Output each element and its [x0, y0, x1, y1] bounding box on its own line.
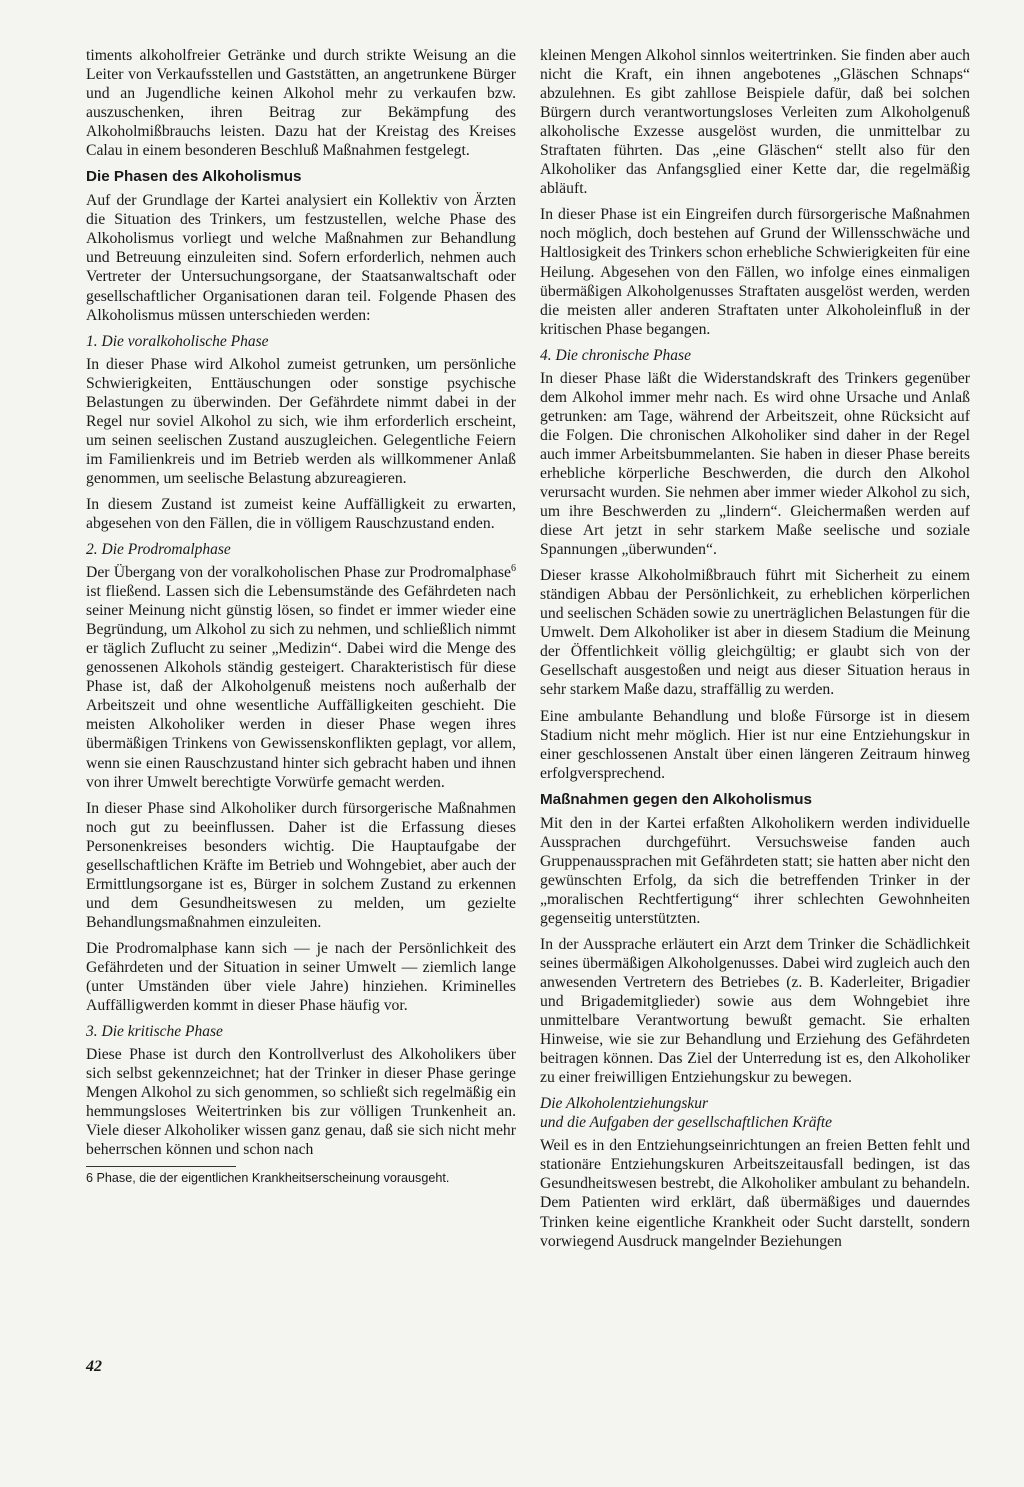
paragraph-phase-3: Diese Phase ist durch den Kontrollverlust des Alkoholikers über sich selbst gekennzeichnet; hat der Trinker in dieser Phase geringe Mengen Alkohol zu sich genommen, so schließt sich regelmäßig ein hemmungsloses Weitertrinken bis zur völligen Trunkenheit an. Viele dieser Alkoholiker wissen ganz genau, daß sie sich nicht mehr beherrschen können und schon nach: [86, 1046, 516, 1159]
heading-massnahmen: Maßnahmen gegen den Alkoholismus: [540, 790, 813, 808]
footnote-ref-6[interactable]: 6: [511, 562, 516, 574]
paragraph-massnahmen-b: In der Aussprache erläutert ein Arzt dem Trinker die Schädlichkeit seines übermäßigen Alkoholgenusses. Dabei wird zugleich auch den anwesenden Vertretern des Betriebes (z. B. Kaderleiter, Brigadier und Brigademitglieder) sowie aus dem Wohngebiet ihre unmittelbare Verantwortung bewußt gemacht. Sie erhalten Hinweise, wie sie zur Behandlung und Erziehung des Gefährdeten beitragen können. Das Ziel der Unterredung ist es, den Alkoholiker zu einer freiwilligen Entziehungskur zu bewegen.: [540, 935, 970, 1087]
heading-entziehungskur-line-1: Die Alkoholentziehungskur: [540, 1095, 709, 1113]
page-number: 42: [86, 1358, 102, 1375]
heading-entziehungskur: [540, 1094, 970, 1132]
left-column: [86, 46, 516, 1186]
paragraph-phase-2b: In dieser Phase sind Alkoholiker durch fürsorgerische Maßnahmen noch gut zu beeinflussen. Daher ist die Erfassung dieses Personenkreises besonders wichtig. Die Hauptaufgabe der gesellschaftlichen Kräfte im Betrieb und Wohngebiet, aber auch der Ermittlungsorgane ist es, Bürger in solchem Zustand zu erkennen und dem Gesundheitswesen zu melden, um gezielte Behandlungsmaßnahmen einzuleiten.: [86, 799, 516, 931]
paragraph-phase-2a-rest: ist fließend. Lassen sich die Lebensumstände des Gefährdeten nach seiner Meinung nicht günstig lösen, so findet er immer wieder eine Begründung, um Alkohol zu sich zu nehmen, und schließlich nimmt er täglich Zuflucht zu seiner „Medizin“. Dabei wird die Menge des genossenen Alkohols ständig gesteigert. Charakteristisch für diese Phase ist, daß der Alkoholgenuß meistens noch außerhalb der Arbeitszeit und ohne wesentliche Auffälligkeiten geschieht. Die meisten Alkoholiker werden in dieser Phase wegen ihres übermäßigen Trinkens von Gewissenskonflikten geplagt, vor allem, wenn sie einen Rauschzustand hinter sich gebracht haben und ihnen von ihrer Umwelt berechtigte Vorwürfe gemacht werden.: [86, 583, 516, 791]
paragraph-eingreifen: In dieser Phase ist ein Eingreifen durch fürsorgerische Maßnahmen noch möglich, doch bestehen auf Grund der Willensschwäche und Haltlosigkeit des Trinkers schon erhebliche Schwierigkeiten für eine Heilung. Abgesehen von den Fällen, wo infolge eines einmaligen übermäßigen Alkoholgenusses Straftaten ausgelöst werden, werden die meisten aller anderen Straftaten unter Alkoholeinfluß in der kritischen Phase begangen.: [540, 206, 970, 338]
paragraph-massnahmen-a: Mit den in der Kartei erfaßten Alkoholikern werden individuelle Aussprachen durchgeführt. Versuchsweise fanden auch Gruppenaussprachen mit Gefährdeten statt; sie hatten aber nicht den gewünschten Erfolg, da sich die betreffenden Trinker in der „moralischen Rechtfertigung“ ihrer schlechten Gewohnheiten gegenseitig unterstützten.: [540, 814, 970, 927]
heading-phase-1: 1. Die voralkoholische Phase: [86, 332, 269, 350]
heading-phase-3: 3. Die kritische Phase: [86, 1023, 223, 1041]
right-column: [540, 46, 970, 1258]
heading-phase-4: 4. Die chronische Phase: [540, 346, 691, 364]
paragraph-phase-2a-start: Der Übergang von der voralkoholischen Phase zur Prodromalphase: [86, 564, 511, 582]
footnote-6: 6 Phase, die der eigentlichen Krankheitserscheinung vorausgeht.: [86, 1171, 450, 1186]
paragraph-intro: timents alkoholfreier Getränke und durch strikte Weisung an die Leiter von Verkaufsstellen und Gaststätten, an angetrunkene Bürger und an Jugendliche keinen Alkohol mehr zu verkaufen bzw. auszuschenken, ihren Beitrag zur Bekämpfung des Alkoholmißbrauchs leisten. Dazu hat der Kreistag des Kreises Calau in einem besonderen Beschluß Maßnahmen festgelegt.: [86, 47, 516, 160]
heading-phasen: Die Phasen des Alkoholismus: [86, 168, 302, 186]
paragraph-phase-4b: Dieser krasse Alkoholmißbrauch führt mit Sicherheit zu einem ständigen Abbau der Persönlichkeit, zu erheblichen körperlichen und seelischen Schäden sowie zu unerträglichen Belastungen für die Umwelt. Dem Alkoholiker ist aber in diesem Stadium die Meinung der Öffentlichkeit völlig gleichgültig; er glaubt sich von der Gesellschaft ausgestoßen und neigt aus dieser Situation heraus in sehr starkem Maße dazu, straffällig zu werden.: [540, 567, 970, 699]
paragraph-phase-4a: In dieser Phase läßt die Widerstandskraft des Trinkers gegenüber dem Alkohol immer mehr nach. Es wird ohne Ursache und Anlaß getrunken: am Tage, während der Arbeitszeit, ohne Rücksicht auf die Folgen. Die chronischen Alkoholiker sind daher in der Regel auch immer Arbeitsbummelanten. Sie haben in dieser Phase bereits erhebliche körperliche Beschwerden, die durch den Alkohol verursacht wurden. Sie nehmen aber immer wieder Alkohol zu sich, um ihre Beschwerden zu „lindern“. Gleichermaßen werden auf diese Art jetzt in sehr starkem Maße seelische und soziale Spannungen „überwunden“.: [540, 369, 970, 559]
paragraph-entziehungskur: Weil es in den Entziehungseinrichtungen an freien Betten fehlt und stationäre Entziehungskuren Arbeitszeitausfall bedingen, ist das Gesundheitswesen bestrebt, die Alkoholiker ambulant zu behandeln. Dem Patienten wird erklärt, daß übermäßiges und dauerndes Trinken keine eigentliche Krankheit oder Sucht darstellt, sondern vorwiegend Ausdruck mangelnder Beziehungen: [540, 1137, 970, 1250]
footnote-divider: [86, 1166, 236, 1167]
paragraph-phase-1b: In diesem Zustand ist zumeist keine Auffälligkeit zu erwarten, abgesehen von den Fällen, die in völligem Rauschzustand enden.: [86, 495, 516, 532]
paragraph-phase-1a: In dieser Phase wird Alkohol zumeist getrunken, um persönliche Schwierigkeiten, Enttäuschungen oder sonstige psychische Belastungen zu überwinden. Der Gefährdete nimmt dabei in der Regel nur soviel Alkohol zu sich, wie ihm erforderlich erscheint, um seinen seelischen Zustand auszugleichen. Gelegentliche Feiern im Familienkreis und im Betrieb werden als willkommener Anlaß genommen, um seelische Belastung abzureagieren.: [86, 355, 516, 487]
paragraph-phase-4c: Eine ambulante Behandlung und bloße Fürsorge ist in diesem Stadium nicht mehr möglich. Hier ist nur eine Entziehungskur in einer geschlossenen Anstalt über einen längeren Zeitraum hinweg erfolgversprechend.: [540, 707, 970, 782]
paragraph-phase-2c: Die Prodromalphase kann sich — je nach der Persönlichkeit des Gefährdeten und der Situation in seiner Umwelt — ziemlich lange (unter Umständen über viele Jahre) hinziehen. Kriminelles Auffälligwerden kommt in dieser Phase häufig vor.: [86, 939, 516, 1015]
heading-entziehungskur-line-2: und die Aufgaben der gesellschaftlichen Kräfte: [540, 1114, 833, 1132]
paragraph-phasen: Auf der Grundlage der Kartei analysiert ein Kollektiv von Ärzten die Situation des Trinkers, um festzustellen, welche Phase des Alkoholismus vorliegt und welche Maßnahmen zur Behandlung und Betreuung einzuleiten sind. Sofern erforderlich, nehmen auch Vertreter der Untersuchungsorgane, der Staatsanwaltschaft oder gesellschaftlicher Organisationen daran teil. Folgende Phasen des Alkoholismus müssen unterschieden werden:: [86, 192, 516, 324]
paragraph-phase-2a: [86, 563, 516, 792]
heading-phase-2: 2. Die Prodromalphase: [86, 541, 231, 559]
paragraph-continuation: kleinen Mengen Alkohol sinnlos weitertrinken. Sie finden aber auch nicht die Kraft, ein ihnen angebotenes „Gläschen Schnaps“ abzulehnen. Es gibt zahllose Beispiele dafür, daß bei solchen Bürgern durch verantwortungsloses Verleiten zum Alkoholgenuß alkoholische Exzesse ausgelöst wurden, die unmittelbar zu Straftaten führten. Das „eine Gläschen“ stellt also für den Alkoholiker das Anfangsglied einer Kette dar, die regelmäßig abläuft.: [540, 47, 970, 198]
